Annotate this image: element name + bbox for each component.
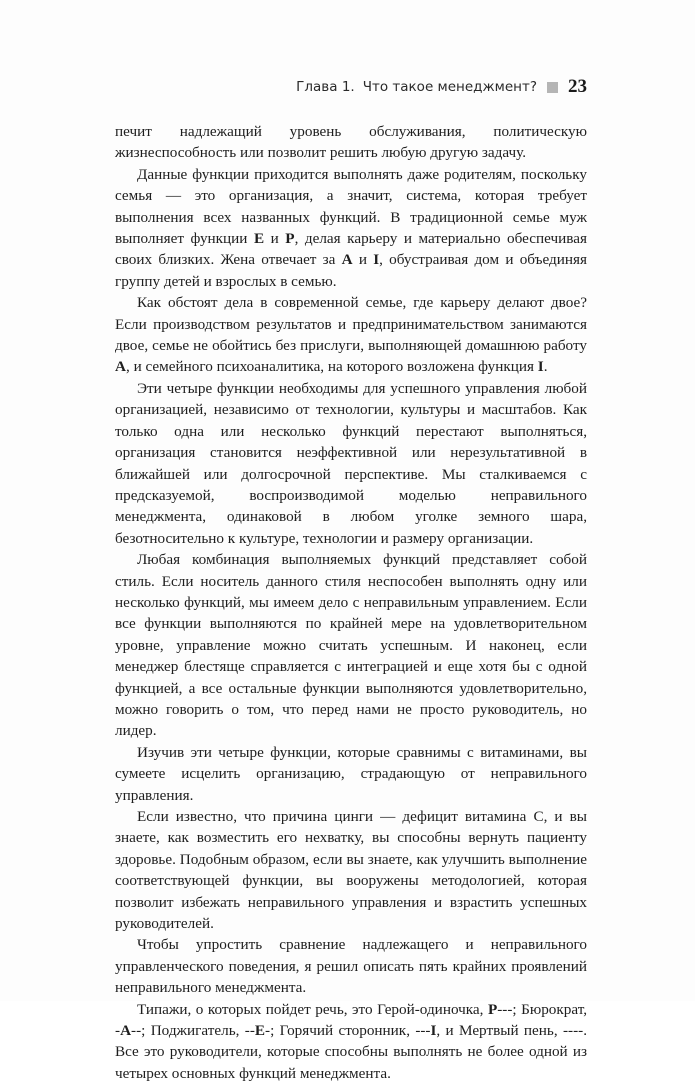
text-run: , и Мертвый пень, ----. Все это руководители, которые способны выполнять не более одной из четырех основных функций менеджмента.: [115, 1022, 587, 1082]
text-run: Типажи, о которых пойдет речь, это Герой-одиночка,: [137, 1000, 488, 1018]
text-run: и: [264, 230, 286, 248]
paragraph: [115, 934, 587, 998]
text-run: .: [543, 358, 548, 376]
function-letter: E: [254, 1022, 266, 1040]
paragraph: [115, 549, 587, 742]
text-run: , обустраивая дом и объединяя группу детей и взрослых в семью.: [115, 251, 587, 290]
text-run: Как обстоят дела в современной семье, где карьеру делают двое? Если производством результатов и предпринимательством занимаются двое, семье не обойтись без прислуги, выполняющей домашнюю работу: [115, 294, 587, 355]
text-run: --; Поджигатель, --: [131, 1022, 255, 1040]
body-text: [115, 121, 587, 1084]
text-run: Чтобы упростить сравнение надлежащего и неправильного управленческого поведения, я решил описать пять крайних проявлений неправильного менеджмента.: [115, 936, 587, 997]
function-letter: E: [253, 230, 265, 248]
function-letter: A: [341, 251, 353, 269]
text-run: Любая комбинация выполняемых функций представляет собой стиль. Если носитель данного стиля неспособен выполнять одну или несколько функций, мы имеем дело с неправильным управлением. Если все функции выполняются по крайней мере на удовлетворительном уровне, управление можно считать успешным. И наконец, если менеджер блестяще справляется с интеграцией и еще хотя бы с одной функцией, а все остальные функции выполняются удовлетворительно, можно говорить о том, что перед нами не просто руководитель, но лидер.: [115, 551, 587, 740]
running-head: [296, 76, 587, 98]
function-letter: A: [115, 358, 126, 376]
text-run: Эти четыре функции необходимы для успешного управления любой организацией, независимо от технологии, культуры и масштабов. Как только одна или несколько функций перестают выполняться, организация становится неэффективной или нерезультативной в ближайшей или долгосрочной перспективе. Мы сталкиваемся с предсказуемой, воспроизводимой моделью неправильного менеджмента, одинаковой в любом уголке земного шара, безотносительно к культуре, технологии и размеру организации.: [115, 379, 587, 547]
paragraph: [115, 121, 587, 164]
chapter-label: Глава 1.: [296, 79, 355, 95]
function-letter: P: [285, 230, 295, 248]
text-run: , и семейного психоаналитика, на которого возложена функция: [125, 358, 538, 376]
chapter-title: Что такое менеджмент?: [362, 79, 537, 95]
paragraph: [115, 999, 587, 1084]
paragraph: [115, 378, 587, 549]
text-run: Если известно, что причина цинги — дефицит витамина C, и вы знаете, как возместить его нехватку, вы способны вернуть пациенту здоровье. Подобным образом, если вы знаете, как улучшить выполнение соответствующей функции, вы вооружены методологией, которая позволит избежать неправильного управления и взрастить успешных руководителей.: [115, 808, 587, 933]
page-number: 23: [568, 76, 587, 97]
paragraph: [115, 806, 587, 934]
function-letter: A: [120, 1022, 132, 1040]
function-letter: I: [373, 251, 380, 269]
text-run: и: [352, 251, 374, 269]
text-run: -; Горячий сторонник, ---: [265, 1022, 431, 1040]
function-letter: I: [537, 358, 544, 376]
paragraph: [115, 292, 587, 378]
text-run: Изучив эти четыре функции, которые сравнимы с витаминами, вы сумеете исцелить организацию, страдающую от неправильного управления.: [115, 743, 587, 804]
text-run: печит надлежащий уровень обслуживания, политическую жизнеспособность или позволит решить любую другую задачу.: [115, 123, 587, 162]
paragraph: [115, 742, 587, 806]
square-ornament-icon: [547, 82, 558, 93]
text-run: ---; Бюрократ, -: [115, 1000, 587, 1040]
paragraph: [115, 164, 587, 292]
function-letter: P: [487, 1000, 498, 1018]
text-run: Данные функции приходится выполнять даже родителям, поскольку семья — это организация, а значит, система, которая требует выполнения всех названных функций. В традиционной семье муж выполняет функции: [115, 165, 587, 248]
function-letter: I: [430, 1022, 437, 1040]
text-run: , делая карьеру и материально обеспечивая своих близких. Жена отвечает за: [115, 230, 587, 269]
